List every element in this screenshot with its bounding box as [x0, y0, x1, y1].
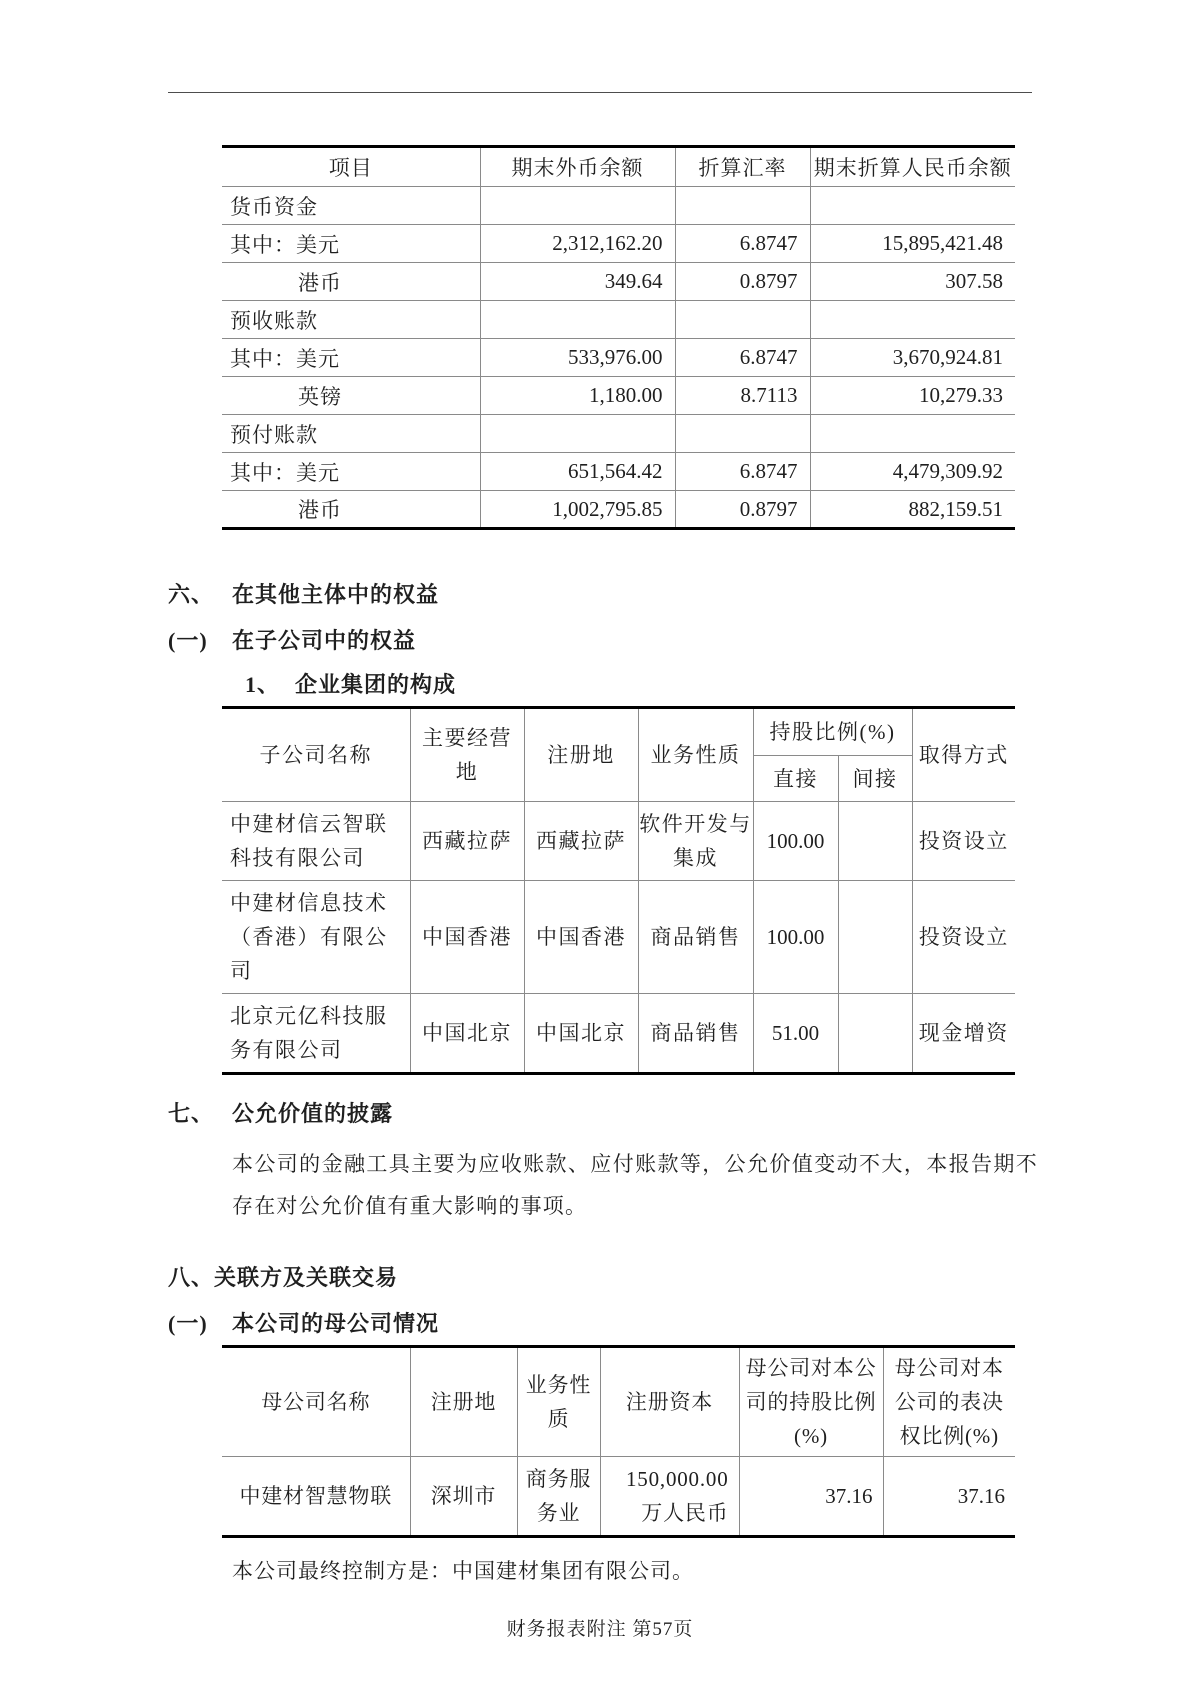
value-cell: 6.8747 [675, 453, 810, 491]
indirect-ratio-cell [838, 881, 912, 994]
business-cell: 商务服务业 [517, 1457, 600, 1537]
value-cell [810, 415, 1015, 453]
header-cell-business: 业务性质 [638, 708, 753, 802]
business-cell: 软件开发与集成 [638, 802, 753, 881]
direct-ratio-cell: 100.00 [753, 881, 838, 994]
value-cell: 10,279.33 [810, 377, 1015, 415]
item-cell: 其中：美元 [222, 225, 480, 263]
section-seven-heading [168, 1099, 1200, 1129]
value-cell [675, 187, 810, 225]
value-cell: 651,564.42 [480, 453, 675, 491]
value-cell: 0.8797 [675, 263, 810, 301]
value-cell: 307.58 [810, 263, 1015, 301]
header-cell-parent-name: 母公司名称 [222, 1347, 410, 1457]
main-place-cell: 中国香港 [410, 881, 524, 994]
header-cell-shareholding: 持股比例(%) [753, 708, 912, 756]
acquisition-cell: 现金增资 [912, 994, 1015, 1074]
business-cell: 商品销售 [638, 994, 753, 1074]
header-cell-registered-capital: 注册资本 [600, 1347, 739, 1457]
header-cell-acquisition: 取得方式 [912, 708, 1015, 802]
section-number: 1、 [245, 672, 281, 697]
header-cell-rate: 折算汇率 [675, 147, 810, 187]
header-cell-subsidiary-name: 子公司名称 [222, 708, 410, 802]
header-cell-shareholding-ratio: 母公司对本公司的持股比例(%) [739, 1347, 883, 1457]
value-cell: 882,159.51 [810, 491, 1015, 529]
section-number: (一) [168, 1311, 208, 1336]
value-cell: 15,895,421.48 [810, 225, 1015, 263]
main-place-cell: 中国北京 [410, 994, 524, 1074]
table-row [222, 301, 1015, 339]
header-cell-indirect: 间接 [838, 756, 912, 802]
section-number: 七、 [168, 1101, 215, 1126]
shareholding-ratio-cell: 37.16 [739, 1457, 883, 1537]
parent-table-header-row [222, 1347, 1015, 1457]
section-title: 本公司的母公司情况 [232, 1311, 440, 1336]
page-footer: 财务报表附注 第57页 [506, 1619, 694, 1640]
table-row [222, 225, 1015, 263]
header-cell-foreign-balance: 期末外币余额 [480, 147, 675, 187]
direct-ratio-cell: 100.00 [753, 802, 838, 881]
value-cell: 2,312,162.20 [480, 225, 675, 263]
registered-place-cell: 西藏拉萨 [524, 802, 638, 881]
subsidiary-name-cell: 中建材信息技术（香港）有限公司 [222, 881, 410, 994]
subsidiary-name-cell: 北京元亿科技服务有限公司 [222, 994, 410, 1074]
header-cell-main-place: 主要经营地 [410, 708, 524, 802]
value-cell: 1,002,795.85 [480, 491, 675, 529]
value-cell: 4,479,309.92 [810, 453, 1015, 491]
header-cell-voting-ratio: 母公司对本公司的表决权比例(%) [883, 1347, 1015, 1457]
business-cell: 商品销售 [638, 881, 753, 994]
subsidiary-row [222, 881, 1015, 994]
section-eight-one-heading [168, 1309, 1200, 1339]
direct-ratio-cell: 51.00 [753, 994, 838, 1074]
value-cell [810, 187, 1015, 225]
subsidiary-table [222, 706, 1015, 1075]
value-cell: 3,670,924.81 [810, 339, 1015, 377]
subsidiary-row [222, 802, 1015, 881]
acquisition-cell: 投资设立 [912, 802, 1015, 881]
section-title: 关联方及关联交易 [214, 1265, 399, 1290]
value-cell [480, 301, 675, 339]
section-title: 企业集团的构成 [295, 672, 457, 697]
value-cell [810, 301, 1015, 339]
parent-name-cell: 中建材智慧物联 [222, 1457, 410, 1537]
value-cell: 6.8747 [675, 225, 810, 263]
parent-company-table [222, 1345, 1015, 1538]
header-cell-direct: 直接 [753, 756, 838, 802]
value-cell: 349.64 [480, 263, 675, 301]
section-number: 八、 [168, 1265, 215, 1290]
voting-ratio-cell: 37.16 [883, 1457, 1015, 1537]
registered-capital-cell: 150,000.00 万人民币 [600, 1457, 739, 1537]
table-row [222, 453, 1015, 491]
value-cell: 8.7113 [675, 377, 810, 415]
currency-table-header-row [222, 147, 1015, 187]
item-cell: 其中：美元 [222, 453, 480, 491]
table-row [222, 187, 1015, 225]
value-cell: 1,180.00 [480, 377, 675, 415]
item-cell: 其中：美元 [222, 339, 480, 377]
indirect-ratio-cell [838, 994, 912, 1074]
section-six-heading [168, 580, 1200, 610]
value-cell [675, 301, 810, 339]
foreign-currency-table [222, 145, 1015, 530]
value-cell: 533,976.00 [480, 339, 675, 377]
acquisition-cell: 投资设立 [912, 881, 1015, 994]
header-cell-item: 项目 [222, 147, 480, 187]
header-cell-registered-place: 注册地 [410, 1347, 517, 1457]
subsidiary-header-row-1 [222, 708, 1015, 756]
section-six-one-heading [168, 626, 1200, 656]
value-cell [675, 415, 810, 453]
table-row [222, 491, 1015, 529]
item-cell: 货币资金 [222, 187, 480, 225]
section-eight-heading [168, 1263, 1200, 1293]
item-cell: 预收账款 [222, 301, 480, 339]
item-cell: 港币 [222, 263, 480, 301]
fair-value-paragraph: 本公司的金融工具主要为应收账款、应付账款等，公允价值变动不大，本报告期不存在对公允价值有重大影响的事项。 [232, 1152, 1038, 1218]
page-header-rule [168, 92, 1032, 93]
table-row [222, 415, 1015, 453]
table-row [222, 377, 1015, 415]
value-cell [480, 415, 675, 453]
section-number: 六、 [168, 582, 215, 607]
section-title: 在其他主体中的权益 [232, 582, 440, 607]
subsidiary-name-cell: 中建材信云智联科技有限公司 [222, 802, 410, 881]
main-place-cell: 西藏拉萨 [410, 802, 524, 881]
value-cell: 0.8797 [675, 491, 810, 529]
indirect-ratio-cell [838, 802, 912, 881]
value-cell: 6.8747 [675, 339, 810, 377]
table-row [222, 339, 1015, 377]
registered-place-cell: 中国北京 [524, 994, 638, 1074]
item-cell: 预付账款 [222, 415, 480, 453]
item-cell: 英镑 [222, 377, 480, 415]
section-title: 在子公司中的权益 [232, 628, 417, 653]
section-six-one-1-heading [245, 670, 1200, 700]
value-cell [480, 187, 675, 225]
registered-place-cell: 深圳市 [410, 1457, 517, 1537]
subsidiary-row [222, 994, 1015, 1074]
section-number: (一) [168, 628, 208, 653]
header-cell-registered-place: 注册地 [524, 708, 638, 802]
header-cell-business: 业务性质 [517, 1347, 600, 1457]
ultimate-controller-note: 本公司最终控制方是：中国建材集团有限公司。 [232, 1559, 694, 1583]
header-cell-rmb-balance: 期末折算人民币余额 [810, 147, 1015, 187]
item-cell: 港币 [222, 491, 480, 529]
registered-place-cell: 中国香港 [524, 881, 638, 994]
table-row [222, 263, 1015, 301]
parent-company-row [222, 1457, 1015, 1537]
section-title: 公允价值的披露 [232, 1101, 394, 1126]
